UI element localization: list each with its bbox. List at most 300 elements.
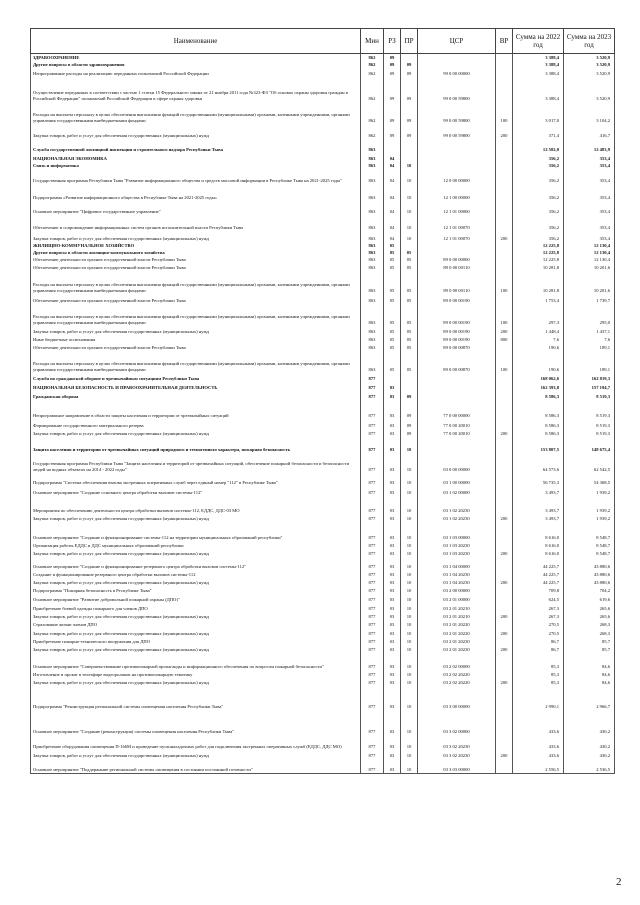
cell-rz: 09 (384, 61, 401, 68)
cell-csr (418, 391, 496, 400)
cell-pr: 10 (401, 653, 418, 670)
cell-csr (418, 61, 496, 68)
cell-min: 862 (361, 102, 384, 124)
cell-name: Расходы на выплаты персоналу в целях обеспечения выполнения функций государственными (муниципальными) органами, казенными учреждениями, органами управления государственными внебюджетными фондами (31, 102, 361, 124)
cell-pr: 09 (401, 77, 418, 102)
table-row (31, 271, 615, 294)
cell-sum-2022: 1 753,4 (513, 294, 564, 304)
cell-min: 877 (361, 473, 384, 486)
cell-pr: 10 (401, 541, 418, 549)
cell-min: 863 (361, 231, 384, 242)
cell-min: 877 (361, 557, 384, 570)
cell-rz: 09 (384, 77, 401, 102)
cell-min: 862 (361, 68, 384, 77)
cell-vr (496, 391, 513, 400)
table-row (31, 169, 615, 184)
cell-vr (496, 242, 513, 249)
cell-sum-2023: 416,7 (564, 124, 615, 139)
cell-pr: 10 (401, 759, 418, 774)
cell-sum-2023: 265,6 (564, 612, 615, 620)
cell-sum-2023: 10 201,6 (564, 263, 615, 271)
cell-pr: 10 (401, 678, 418, 686)
cell-sum-2022: 297,3 (513, 304, 564, 326)
cell-rz: 09 (384, 102, 401, 124)
table-row (31, 522, 615, 541)
cell-pr: 10 (401, 486, 418, 496)
cell-sum-2023: 3 520,9 (564, 54, 615, 61)
cell-sum-2022: 433,6 (513, 735, 564, 750)
cell-min: 877 (361, 382, 384, 391)
cell-rz: 03 (384, 759, 401, 774)
cell-name: Основное мероприятие "Создание и функционирование системы-112 на территории муниципальных образований республики" (31, 522, 361, 541)
table-row (31, 54, 615, 61)
cell-min: 877 (361, 391, 384, 400)
cell-name: Основное мероприятие "Цифровое государственное управление" (31, 201, 361, 215)
cell-sum-2023: 84,6 (564, 670, 615, 678)
cell-vr (496, 201, 513, 215)
cell-sum-2022: 709,8 (513, 586, 564, 594)
cell-sum-2023: 1 739,7 (564, 294, 615, 304)
cell-sum-2023: 430,2 (564, 735, 615, 750)
table-row (31, 242, 615, 249)
cell-name: Иные бюджетные ассигнования (31, 335, 361, 343)
table-row (31, 437, 615, 453)
cell-sum-2023: 43 880,6 (564, 578, 615, 586)
cell-sum-2022: 356,2 (513, 162, 564, 169)
cell-csr: 03 1 03 20230 (418, 549, 496, 557)
cell-name: Гражданская оборона (31, 391, 361, 400)
table-row (31, 400, 615, 419)
cell-pr: 10 (401, 594, 418, 603)
cell-csr: 03 2 00 00000 (418, 586, 496, 594)
table-row (31, 453, 615, 473)
cell-sum-2022: 44 225,7 (513, 578, 564, 586)
cell-sum-2023: 8 519,3 (564, 400, 615, 419)
cell-csr (418, 54, 496, 61)
cell-vr (496, 735, 513, 750)
cell-name: Государственная программа Республики Тыва "Защита населения и территорий от чрезвычайных ситуаций, обеспечение пожарной безопасности и безопасности людей на водных объектах на 2014 - 2022 годы" (31, 453, 361, 473)
cell-pr: 10 (401, 670, 418, 678)
cell-sum-2022: 3 017,0 (513, 102, 564, 124)
cell-sum-2022: 64 573,6 (513, 453, 564, 473)
table-row (31, 620, 615, 628)
cell-csr: 03 2 01 20230 (418, 637, 496, 645)
cell-pr: 10 (401, 557, 418, 570)
table-row (31, 496, 615, 514)
cell-pr: 10 (401, 473, 418, 486)
cell-sum-2023: 1 939,2 (564, 514, 615, 522)
cell-rz: 03 (384, 400, 401, 419)
table-row (31, 68, 615, 77)
cell-sum-2023: 8 548,7 (564, 522, 615, 541)
cell-name: Закупка товаров, работ и услуг для обеспечения государственных (муниципальных) нужд (31, 231, 361, 242)
cell-min: 877 (361, 522, 384, 541)
table-row (31, 391, 615, 400)
cell-vr (496, 541, 513, 549)
cell-sum-2022: 12 225,8 (513, 249, 564, 256)
cell-min: 877 (361, 670, 384, 678)
cell-sum-2022: 356,2 (513, 201, 564, 215)
table-row (31, 335, 615, 343)
cell-pr: 10 (401, 514, 418, 522)
header-pr: ПР (401, 29, 418, 54)
cell-min: 863 (361, 294, 384, 304)
cell-csr: 03 2 01 20210 (418, 612, 496, 620)
cell-sum-2022: 270,5 (513, 628, 564, 637)
cell-rz: 05 (384, 304, 401, 326)
header-vr: ВР (496, 29, 513, 54)
cell-min: 877 (361, 373, 384, 382)
cell-vr: 200 (496, 549, 513, 557)
cell-pr: 10 (401, 437, 418, 453)
cell-min: 877 (361, 514, 384, 522)
cell-name: Закупка товаров, работ и услуг для обеспечения государственных (муниципальных) нужд (31, 645, 361, 653)
cell-vr (496, 215, 513, 231)
cell-pr: 10 (401, 570, 418, 578)
cell-min: 863 (361, 201, 384, 215)
cell-name: Мероприятия по обеспечению деятельности центра обработки вызовов системы-112, ЕДДС, ДДС-03 МО (31, 496, 361, 514)
cell-sum-2022: 267,3 (513, 603, 564, 612)
cell-name: Обеспечение и сопровождение информационных систем органов исполнительной власти Республики Тыва (31, 215, 361, 231)
cell-sum-2022: 10 281,8 (513, 263, 564, 271)
cell-rz: 03 (384, 473, 401, 486)
cell-name: ЗДРАВООХРАНЕНИЕ (31, 54, 361, 61)
cell-name: Служба по гражданской обороне и чрезвычайным ситуациям Республики Тыва (31, 373, 361, 382)
cell-sum-2022: 433,6 (513, 710, 564, 735)
cell-vr (496, 256, 513, 263)
budget-table (30, 28, 615, 774)
cell-min: 862 (361, 124, 384, 139)
cell-name: Закупка товаров, работ и услуг для обеспечения государственных (муниципальных) нужд (31, 514, 361, 522)
cell-csr (418, 242, 496, 249)
cell-vr (496, 586, 513, 594)
cell-sum-2023: 295,0 (564, 304, 615, 326)
cell-rz: 03 (384, 686, 401, 710)
table-row (31, 759, 615, 774)
cell-csr: 89 0 00 00190 (418, 304, 496, 326)
cell-sum-2023: 54 368,5 (564, 473, 615, 486)
cell-sum-2022: 8 586,3 (513, 391, 564, 400)
cell-csr: 03 3 02 00000 (418, 710, 496, 735)
cell-vr (496, 184, 513, 201)
cell-pr (401, 242, 418, 249)
cell-rz: 05 (384, 351, 401, 373)
cell-pr: 10 (401, 184, 418, 201)
cell-sum-2023: 3 520,9 (564, 61, 615, 68)
cell-sum-2023: 2 966,7 (564, 686, 615, 710)
cell-min: 863 (361, 249, 384, 256)
cell-sum-2023: 704,2 (564, 586, 615, 594)
table-row (31, 263, 615, 271)
cell-name: Служба государственной жилищной инспекции и строительного надзора Республики Тыва (31, 139, 361, 153)
cell-rz: 05 (384, 271, 401, 294)
cell-vr: 200 (496, 678, 513, 686)
cell-pr: 10 (401, 169, 418, 184)
cell-csr (418, 373, 496, 382)
cell-vr (496, 570, 513, 578)
cell-rz: 03 (384, 645, 401, 653)
table-row (31, 343, 615, 351)
cell-vr: 100 (496, 271, 513, 294)
table-row (31, 256, 615, 263)
cell-pr: 10 (401, 549, 418, 557)
cell-csr: 03 2 01 20220 (418, 628, 496, 637)
cell-sum-2023: 148 675,4 (564, 437, 615, 453)
cell-pr (401, 153, 418, 162)
cell-sum-2023: 8 519,3 (564, 391, 615, 400)
cell-sum-2023: 12 483,9 (564, 139, 615, 153)
cell-vr (496, 473, 513, 486)
cell-csr: 03 3 00 00000 (418, 686, 496, 710)
cell-name: Закупка товаров, работ и услуг для обеспечения государственных (муниципальных) нужд (31, 628, 361, 637)
cell-vr: 200 (496, 231, 513, 242)
cell-sum-2022: 8 586,3 (513, 429, 564, 437)
table-row (31, 710, 615, 735)
cell-sum-2022: 44 225,7 (513, 570, 564, 578)
cell-min: 877 (361, 645, 384, 653)
table-row (31, 735, 615, 750)
header-sum-2023: Сумма на 2023 год (564, 29, 615, 54)
cell-name: Основное мероприятие "Поддержание региональной системы оповещения в состоянии постоянной готовности" (31, 759, 361, 774)
cell-min: 877 (361, 496, 384, 514)
cell-pr: 10 (401, 522, 418, 541)
cell-csr: 03 1 02 20230 (418, 496, 496, 514)
cell-min: 877 (361, 686, 384, 710)
cell-vr (496, 169, 513, 184)
cell-sum-2022: 85,3 (513, 678, 564, 686)
cell-min: 877 (361, 759, 384, 774)
cell-rz: 04 (384, 153, 401, 162)
cell-sum-2022: 190,6 (513, 351, 564, 373)
cell-min: 877 (361, 603, 384, 612)
cell-rz: 05 (384, 242, 401, 249)
cell-sum-2023: 157 194,7 (564, 382, 615, 391)
cell-rz: 03 (384, 570, 401, 578)
cell-name: Непрограммное направление в области защиты населения и территории от чрезвычайных ситуаций (31, 400, 361, 419)
cell-rz: 09 (384, 68, 401, 77)
cell-pr: 09 (401, 400, 418, 419)
table-row (31, 586, 615, 594)
cell-min: 862 (361, 77, 384, 102)
cell-rz: 04 (384, 201, 401, 215)
cell-sum-2022: 270,5 (513, 620, 564, 628)
cell-vr (496, 400, 513, 419)
cell-min: 877 (361, 710, 384, 735)
cell-sum-2023: 189,1 (564, 343, 615, 351)
cell-name: Обеспечение деятельности органов государственной власти Республики Тыва (31, 294, 361, 304)
cell-sum-2023: 265,6 (564, 603, 615, 612)
cell-sum-2022: 2 556,5 (513, 759, 564, 774)
cell-sum-2022: 356,2 (513, 215, 564, 231)
cell-pr (401, 139, 418, 153)
cell-csr: 77 0 00 20010 (418, 429, 496, 437)
cell-name: Другие вопросы в области жилищно-коммунального хозяйства (31, 249, 361, 256)
cell-rz: 03 (384, 391, 401, 400)
cell-sum-2022: 8 586,3 (513, 419, 564, 429)
cell-sum-2022: 10 281,8 (513, 271, 564, 294)
cell-sum-2022: 356,2 (513, 184, 564, 201)
cell-rz: 03 (384, 453, 401, 473)
cell-min: 877 (361, 486, 384, 496)
cell-name: Основное мероприятие "Создание основного центра обработки вызовов системы-112" (31, 486, 361, 496)
cell-sum-2023: 10 201,6 (564, 271, 615, 294)
cell-rz: 05 (384, 326, 401, 335)
header-name: Наименование (31, 29, 361, 54)
cell-vr: 200 (496, 514, 513, 522)
cell-sum-2022: 433,6 (513, 750, 564, 759)
cell-name: Закупка товаров, работ и услуг для обеспечения государственных (муниципальных) нужд (31, 612, 361, 620)
cell-csr (418, 162, 496, 169)
cell-sum-2023: 3 520,9 (564, 68, 615, 77)
cell-min: 862 (361, 61, 384, 68)
cell-pr: 09 (401, 429, 418, 437)
page-number: 2 (616, 876, 622, 888)
cell-name: Государственная программа Республики Тыва "Развитие информационного общества и средств массовой информации в Республике Тыва на 2021-2025 годы" (31, 169, 361, 184)
cell-sum-2023: 1 939,2 (564, 486, 615, 496)
cell-pr: 09 (401, 68, 418, 77)
cell-vr (496, 419, 513, 429)
cell-sum-2023: 84,6 (564, 653, 615, 670)
cell-min: 863 (361, 326, 384, 335)
cell-sum-2022: 86,7 (513, 645, 564, 653)
cell-csr (418, 437, 496, 453)
cell-min: 863 (361, 169, 384, 184)
cell-rz: 03 (384, 486, 401, 496)
cell-sum-2023: 353,4 (564, 231, 615, 242)
cell-rz: 04 (384, 215, 401, 231)
cell-sum-2023: 430,2 (564, 710, 615, 735)
cell-pr: 09 (401, 102, 418, 124)
table-body (31, 54, 615, 774)
cell-vr: 200 (496, 750, 513, 759)
cell-sum-2023: 353,4 (564, 153, 615, 162)
cell-csr: 03 2 01 20230 (418, 645, 496, 653)
cell-pr (401, 54, 418, 61)
cell-csr: 03 3 03 00000 (418, 759, 496, 774)
cell-min: 877 (361, 549, 384, 557)
cell-rz: 03 (384, 549, 401, 557)
cell-csr: 03 1 04 20230 (418, 570, 496, 578)
cell-vr (496, 437, 513, 453)
cell-vr (496, 382, 513, 391)
cell-min: 877 (361, 429, 384, 437)
cell-csr: 89 0 00 00190 (418, 326, 496, 335)
cell-vr: 100 (496, 351, 513, 373)
cell-name: Осуществление переданных в соответствии с частью 1 статьи 15 Федерального закона от 21 ноября 2011 года №323-ФЗ "Об основах охраны здоровья граждан в Российской Федерации" полномочий Российской Федерации в сфере охраны здоровья (31, 77, 361, 102)
cell-rz: 03 (384, 710, 401, 735)
cell-csr: 12 1 01 00070 (418, 215, 496, 231)
cell-min: 877 (361, 437, 384, 453)
cell-rz: 09 (384, 54, 401, 61)
cell-sum-2023: 3 104,2 (564, 102, 615, 124)
table-row (31, 351, 615, 373)
cell-vr: 800 (496, 335, 513, 343)
cell-rz: 03 (384, 586, 401, 594)
table-row (31, 419, 615, 429)
cell-csr: 03 2 01 20210 (418, 603, 496, 612)
cell-csr: 12 1 01 00070 (418, 231, 496, 242)
cell-vr (496, 759, 513, 774)
table-row (31, 486, 615, 496)
cell-rz: 03 (384, 429, 401, 437)
cell-vr (496, 653, 513, 670)
cell-name: Закупка товаров, работ и услуг для обеспечения государственных (муниципальных) нужд (31, 124, 361, 139)
cell-csr: 03 2 02 00000 (418, 653, 496, 670)
cell-rz (384, 373, 401, 382)
cell-name: Приобретение пожарно-технического вооружения для ДПО (31, 637, 361, 645)
table-row (31, 612, 615, 620)
cell-min: 877 (361, 637, 384, 645)
table-row (31, 549, 615, 557)
cell-csr: 89 0 00 00870 (418, 343, 496, 351)
cell-vr (496, 710, 513, 735)
cell-min: 863 (361, 139, 384, 153)
table-row (31, 373, 615, 382)
cell-min: 877 (361, 570, 384, 578)
cell-sum-2022: 56 735,3 (513, 473, 564, 486)
cell-pr: 09 (401, 391, 418, 400)
cell-name: Подпрограмма "Система обеспечения вызова экстренных оперативных служб через единый номер "112" в Республике Тыва" (31, 473, 361, 486)
cell-pr: 10 (401, 735, 418, 750)
cell-pr: 05 (401, 304, 418, 326)
cell-rz: 05 (384, 256, 401, 263)
cell-sum-2023: 12 130,4 (564, 249, 615, 256)
cell-vr (496, 263, 513, 271)
cell-pr: 10 (401, 620, 418, 628)
cell-min: 863 (361, 304, 384, 326)
cell-rz: 03 (384, 612, 401, 620)
cell-vr (496, 249, 513, 256)
cell-vr (496, 522, 513, 541)
cell-csr (418, 139, 496, 153)
cell-csr: 12 0 00 00000 (418, 169, 496, 184)
cell-vr (496, 162, 513, 169)
cell-csr: 03 2 01 20220 (418, 620, 496, 628)
cell-sum-2023: 162 819,3 (564, 373, 615, 382)
cell-sum-2023: 430,2 (564, 750, 615, 759)
cell-name: Страхование жизни членов ДПО (31, 620, 361, 628)
table-row (31, 139, 615, 153)
cell-csr: 89 0 00 00110 (418, 271, 496, 294)
table-row (31, 578, 615, 586)
cell-rz: 03 (384, 628, 401, 637)
cell-name: ЖИЛИЩНО-КОММУНАЛЬНОЕ ХОЗЯЙСТВО (31, 242, 361, 249)
table-row (31, 541, 615, 549)
cell-rz: 04 (384, 162, 401, 169)
cell-pr: 10 (401, 586, 418, 594)
cell-name: Формирование государственного материального резерва (31, 419, 361, 429)
table-row (31, 603, 615, 612)
cell-min: 877 (361, 628, 384, 637)
cell-name: Закупка товаров, работ и услуг для обеспечения государственных (муниципальных) нужд (31, 578, 361, 586)
cell-name: Закупка товаров, работ и услуг для обеспечения государственных (муниципальных) нужд (31, 678, 361, 686)
cell-vr (496, 486, 513, 496)
cell-pr (401, 373, 418, 382)
cell-sum-2023: 8 548,7 (564, 549, 615, 557)
cell-min: 877 (361, 453, 384, 473)
cell-sum-2022: 162 393,8 (513, 382, 564, 391)
cell-csr: 99 0 00 59800 (418, 124, 496, 139)
cell-rz: 05 (384, 263, 401, 271)
cell-vr (496, 496, 513, 514)
cell-vr (496, 343, 513, 351)
cell-min: 877 (361, 735, 384, 750)
cell-pr: 10 (401, 637, 418, 645)
table-row (31, 686, 615, 710)
cell-pr: 10 (401, 215, 418, 231)
cell-rz: 05 (384, 335, 401, 343)
table-row (31, 153, 615, 162)
